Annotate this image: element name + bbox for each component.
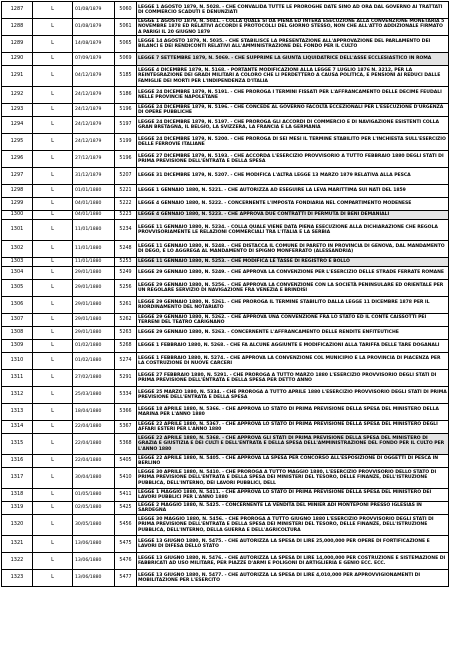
row-type: L	[33, 314, 73, 327]
row-type: L	[33, 455, 73, 468]
row-page: 5477	[115, 570, 137, 587]
row-number: 1290	[2, 53, 33, 66]
row-date: 18/04/1880	[73, 404, 115, 421]
row-number: 1303	[2, 258, 33, 267]
row-number: 1294	[2, 117, 33, 134]
row-page: 5256	[115, 280, 137, 297]
row-type: L	[33, 570, 73, 587]
row-number: 1311	[2, 370, 33, 387]
row-type: L	[33, 387, 73, 404]
table-row	[2, 353, 449, 370]
table-row	[2, 241, 449, 258]
row-date: 11/01/1880	[73, 258, 115, 267]
row-page: 5249	[115, 267, 137, 280]
table-row	[2, 421, 449, 434]
row-description: LEGGE 13 GIUGNO 1880, N. 5475. - CHE AUTORIZZA LA SPESA DI LIRE 25,000,000 PER OPERE DI FORTIFICAZIONE E LAVORI DI DIFESA DELLO STATO	[137, 536, 449, 553]
row-page: 5196	[115, 104, 137, 117]
row-number: 1295	[2, 134, 33, 151]
row-type: L	[33, 117, 73, 134]
row-type: L	[33, 53, 73, 66]
row-date: 13/06/1880	[73, 570, 115, 587]
row-type: L	[33, 198, 73, 211]
row-date: 22/04/1880	[73, 455, 115, 468]
row-description: LEGGE 27 DICEMBRE 1879, N. 5193. - CHE ACCORDA L'ESERCIZIO PROVVISORIO A TUTTO FEBBRAIO 1880 DEGLI STATI DI PRIMA PREVISIONE DELL'ENTRATA E DELLA SPESA	[137, 151, 449, 168]
row-page: 5060	[115, 2, 137, 19]
row-description: LEGGE 13 GIUGNO 1880, N. 5477. - CHE AUTORIZZA LA SPESA DI LIRE 4,010,000 PER APPROVVIGIONAMENTI DI MOBILITAZIONE PER L'ESERCITO	[137, 570, 449, 587]
row-description: LEGGE 1 FEBBRAIO 1880, N. 5268. - CHE FA ALCUNE AGGIUNTE E MODIFICAZIONI ALLA TARIFFA DELLE TARE DOGANALI	[137, 340, 449, 353]
laws-table-body	[2, 2, 449, 587]
row-page: 5223	[115, 211, 137, 220]
row-number: 1322	[2, 553, 33, 570]
row-description: LEGGE 22 APRILE 1880, N. 5367. - CHE APPROVA LO STATO DI PRIMA PREVISIONE DELLA SPESA DEL MINISTERO DEGLI AFFARI ESTERI PER L'ANNO 1880	[137, 421, 449, 434]
row-number: 1289	[2, 36, 33, 53]
row-type: L	[33, 515, 73, 536]
table-row	[2, 66, 449, 87]
row-date: 01/02/1880	[73, 340, 115, 353]
row-number: 1323	[2, 570, 33, 587]
row-page: 5186	[115, 87, 137, 104]
row-page: 5207	[115, 168, 137, 185]
row-type: L	[33, 421, 73, 434]
table-row	[2, 553, 449, 570]
row-description: LEGGE 1 FEBBRAIO 1880, N. 5274. - CHE APPROVA LA CONVENZIONE COL MUNICIPIO E LA PROVINCIA DI PIACENZA PER LA COSTRUZIONE DI NUOVE CARCERI	[137, 353, 449, 370]
row-type: L	[33, 468, 73, 489]
row-date: 04/01/1880	[73, 211, 115, 220]
row-page: 5411	[115, 489, 137, 502]
row-page: 5221	[115, 185, 137, 198]
row-date: 04/01/1880	[73, 198, 115, 211]
row-description: LEGGE 30 MAGGIO 1880, N. 5456. - CHE PROROGA A TUTTO GIUGNO 1880 L'ESERCIZIO PROVVISORIO DEGLI STATI DI PRIMA PREVISIONE DELL'ENTRATA E DELLA SPESA DEI MINISTERI DEL TESORO, DELLE FINANZE, DELL'ISTRUZIONE PUBBLICA, DELL'INTERNO, DELLA GUERRA E DELL'AGRICOLTURA	[137, 515, 449, 536]
row-date: 30/04/1880	[73, 468, 115, 489]
row-description: LEGGE 4 GENNAIO 1880, N. 5223. - CHE APPROVA DUE CONTRATTI DI PERMUTA DI BENI DEMANIALI	[137, 211, 449, 220]
row-date: 01/08/1879	[73, 2, 115, 19]
row-page: 5262	[115, 314, 137, 327]
row-page: 5425	[115, 502, 137, 515]
row-description: LEGGE 2 MAGGIO 1880, N. 5425. - CONCERNENTE LA VENDITA DEL MINIER ADI MONTEPONI PRESSO IGLESIAS IN SARDEGNA	[137, 502, 449, 515]
row-number: 1298	[2, 185, 33, 198]
row-number: 1318	[2, 489, 33, 502]
row-page: 5253	[115, 258, 137, 267]
row-number: 1309	[2, 340, 33, 353]
row-date: 01/02/1880	[73, 353, 115, 370]
row-page: 5248	[115, 241, 137, 258]
row-page: 5263	[115, 327, 137, 340]
row-type: L	[33, 87, 73, 104]
row-date: 13/06/1880	[73, 553, 115, 570]
row-type: L	[33, 241, 73, 258]
row-description: LEGGE 1 GENNAIO 1880, N. 5221. - CHE AUTORIZZA AD ESEGUIRE LA LEVA MARITTIMA SUI NATI DEL 1859	[137, 185, 449, 198]
row-page: 5274	[115, 353, 137, 370]
row-date: 14/08/1879	[73, 36, 115, 53]
row-description: LEGGE 30 APRILE 1880, N. 5410. - CHE PROROGA A TUTTO MAGGIO 1880, L'ESERCIZIO PROVVISORIO DELLO STATO DI PRIMA PREVISIONE DELL'ENTRATA E DELLA SPESA DEI MINISTERI DEL TESORO, DELLE FINANZE, DELL'ISTRUZIONE PUBBLICA, DELL'INTERNO, DEI LAVORI PUBBLICI, DELL	[137, 468, 449, 489]
row-description: LEGGE 11 GENNAIO 1880, N. 5253. - CHE MODIFICA LE TASSE DI REGISTRO E BOLLO	[137, 258, 449, 267]
row-number: 1310	[2, 353, 33, 370]
row-date: 24/12/1879	[73, 134, 115, 151]
table-row	[2, 387, 449, 404]
row-description: LEGGE 29 GENNAIO 1880, N. 5261. - CHE PROROGA IL TERMINE STABILITO DALLA LEGGE 11 DICEMBRE 1878 PER IL RIORDINAMENTO DEL NOTARIATO	[137, 297, 449, 314]
row-type: L	[33, 502, 73, 515]
row-description: LEGGE 4 DICEMBRE 1879, N. 5168. - PORTANTE MODIFICAZIONI ALLA LEGGE 7 LUGLIO 1876 N. 3212, PER LA REINTEGRAZIONE DEI GRADI MILITARI A COLORO CHE LI PERDETTERO A CAUSA POLITICA, E PENSIONI AI REDUCI DALLE FAMIGLIE DEI MORTI PER L'INDIPENDENZA D'ITALIA	[137, 66, 449, 87]
row-page: 5196	[115, 151, 137, 168]
row-number: 1304	[2, 267, 33, 280]
table-row	[2, 515, 449, 536]
row-date: 11/01/1880	[73, 241, 115, 258]
table-row	[2, 220, 449, 241]
row-date: 07/09/1879	[73, 53, 115, 66]
row-type: L	[33, 134, 73, 151]
row-type: L	[33, 434, 73, 455]
row-type: L	[33, 353, 73, 370]
row-type: L	[33, 267, 73, 280]
row-description: LEGGE 1 AGOSTO 1879, N. 5028. - CHE CONVALIDA TUTTE LE PROROGHE DATE SINO AD ORA DAL GOVERNO AI TRATTATI DI COMMERCIO SCADUTI E DENUNZIATI	[137, 2, 449, 19]
row-date: 22/04/1880	[73, 421, 115, 434]
row-description: LEGGE 11 GENNAIO 1880, N. 5248. - CHE DISTACCA IL COMUNE DI PARETO IN PROVINCIA DI GENOVA, DAL MANDAMENTO DI DEGO, E LO AGGREGA AL MANDAMENTO DI SPIGNO MONFERRATO (ALESSANDRIA)	[137, 241, 449, 258]
table-row	[2, 87, 449, 104]
row-number: 1300	[2, 211, 33, 220]
row-type: L	[33, 2, 73, 19]
row-date: 29/01/1880	[73, 267, 115, 280]
row-page: 5069	[115, 53, 137, 66]
row-description: LEGGE 18 APRILE 1880, N. 5366. - CHE APPROVA LO STATO DI PRIMA PREVISIONE DELLA SPESA DEL MINISTERO DELLA MARINA PER L'ANNO 1880	[137, 404, 449, 421]
row-number: 1299	[2, 198, 33, 211]
row-page: 5366	[115, 404, 137, 421]
row-page: 5367	[115, 421, 137, 434]
table-row	[2, 570, 449, 587]
row-number: 1296	[2, 151, 33, 168]
row-description: LEGGE 31 DICEMBRE 1879, N. 5207. - CHE MODIFICA L'ALTRA LEGGE 13 MARZO 1879 RELATIVA ALLA PESCA	[137, 168, 449, 185]
row-description: LEGGE 24 DICEMBRE 1879, N. 5197. - CHE PROROGA GLI ACCORDI DI COMMERCIO E DI NAVIGAZIONE ESISTENTI COLLA GRAN BRETAGNA, IL BELGIO, LA SVIZZERA, LA FRANCIA E LA GERMANIA	[137, 117, 449, 134]
table-row	[2, 104, 449, 117]
row-number: 1315	[2, 434, 33, 455]
row-date: 22/04/1880	[73, 434, 115, 455]
row-page: 5061	[115, 19, 137, 36]
table-row	[2, 168, 449, 185]
row-type: L	[33, 327, 73, 340]
row-description: LEGGE 1 MAGGIO 1880, N. 5411. - CHE APPROVA LO STATO DI PRIMA PREVISIONE DELLA SPESA DEL MINISTERO DEI LAVORI PUBBLICI PER L'ANNO 1880	[137, 489, 449, 502]
row-type: L	[33, 280, 73, 297]
table-row	[2, 404, 449, 421]
laws-table	[1, 1, 449, 587]
row-description: LEGGE 22 APRILE 1880, N. 5368. - CHE APPROVA GLI STATI DI PRIMA PREVISIONE DELLA SPESA DEL MINISTERO DI GRAZIA E GIUSTIZIA E DEI CULTI E DELL'ENTRATA E DELLA SPESA DELL'AMMINISTRAZIONE DEL FONDO PER IL CULTO PER L'ANNO 1880	[137, 434, 449, 455]
row-type: L	[33, 185, 73, 198]
row-number: 1312	[2, 387, 33, 404]
row-description: LEGGE 24 DICEMBRE 1879, N. 5191. - CHE PROROGA I TERMINI FISSATI PER L'AFFRANCAMENTO DELLE DECIME FEUDALI NELLE PROVINCIE NAPOLETANE	[137, 87, 449, 104]
row-type: L	[33, 489, 73, 502]
table-row	[2, 536, 449, 553]
row-date: 29/01/1880	[73, 280, 115, 297]
table-row	[2, 258, 449, 267]
row-type: L	[33, 340, 73, 353]
row-number: 1321	[2, 536, 33, 553]
row-description: LEGGE 1 AGOSTO 1879, N. 5041. - COLLA QUALE SI DÀ PIENA ED INTERA ESECUZIONE ALLA CONVENZIONE MONETARIA 5 NOVEMBRE 1878 ED RELATIVI ACCORDI E PROTOCOLLI DEL GIORNO STESSO, NON CHE ALL'ATTO ADDIZIONALE FIRMATO A PARIGI IL 20 GIUGNO 1879	[137, 19, 449, 36]
row-number: 1313	[2, 404, 33, 421]
row-date: 27/12/1879	[73, 151, 115, 168]
table-row	[2, 502, 449, 515]
table-row	[2, 53, 449, 66]
row-description: LEGGE 11 GENNAIO 1880, N. 5234. - COLLA QUALE VIENE DATA PIENA ESECUZIONE ALLA DICHIARAZIONE CHE REGOLA PROVVISORIAMENTE LE RELAZIONI COMMERCIALI TRA L'ITALIA E LA SERBIA	[137, 220, 449, 241]
table-row	[2, 455, 449, 468]
row-type: L	[33, 258, 73, 267]
row-page: 5405	[115, 455, 137, 468]
row-number: 1288	[2, 19, 33, 36]
row-page: 5410	[115, 468, 137, 489]
row-number: 1292	[2, 87, 33, 104]
row-date: 13/06/1880	[73, 536, 115, 553]
table-row	[2, 370, 449, 387]
table-row	[2, 198, 449, 211]
table-row	[2, 185, 449, 198]
row-number: 1302	[2, 241, 33, 258]
row-page: 5456	[115, 515, 137, 536]
row-number: 1306	[2, 297, 33, 314]
row-date: 02/05/1880	[73, 502, 115, 515]
table-row	[2, 489, 449, 502]
row-date: 29/01/1880	[73, 297, 115, 314]
row-number: 1293	[2, 104, 33, 117]
row-description: LEGGE 4 GENNAIO 1880, N. 5222. - CONCERNENTE L'IMPOSTA FONDIARIA NEL COMPARTIMENTO MODENESE	[137, 198, 449, 211]
row-type: L	[33, 370, 73, 387]
table-row	[2, 117, 449, 134]
row-number: 1320	[2, 515, 33, 536]
table-row	[2, 19, 449, 36]
row-date: 29/01/1880	[73, 327, 115, 340]
row-page: 5368	[115, 434, 137, 455]
row-number: 1316	[2, 455, 33, 468]
row-date: 25/03/1880	[73, 387, 115, 404]
row-description: LEGGE 29 GENNAIO 1880, N. 5249. - CHE APPROVA LA CONVENZIONE PER L'ESERCIZIO DELLE STRADE FERRATE ROMANE	[137, 267, 449, 280]
row-type: L	[33, 66, 73, 87]
table-row	[2, 211, 449, 220]
row-date: 24/12/1879	[73, 104, 115, 117]
row-page: 5475	[115, 536, 137, 553]
row-page: 5222	[115, 198, 137, 211]
row-description: LEGGE 24 DICEMBRE 1879, N. 5200. - CHE PROROGA DI SEI MESI IL TERMINE STABILITO PER L'INCHIESTA SULL'ESERCIZIO DELLE FERROVIE ITALIANE	[137, 134, 449, 151]
table-row	[2, 327, 449, 340]
row-type: L	[33, 553, 73, 570]
row-type: L	[33, 536, 73, 553]
row-description: LEGGE 29 GENNAIO 1880, N. 5263. - CONCERNENTE L'AFFRANCAMENTO DELLE RENDITE ENFITEUTICHE	[137, 327, 449, 340]
row-date: 24/12/1879	[73, 87, 115, 104]
row-number: 1307	[2, 314, 33, 327]
row-number: 1291	[2, 66, 33, 87]
row-number: 1319	[2, 502, 33, 515]
row-page: 5291	[115, 370, 137, 387]
row-number: 1314	[2, 421, 33, 434]
row-date: 29/01/1880	[73, 314, 115, 327]
table-row	[2, 36, 449, 53]
table-row	[2, 280, 449, 297]
table-row	[2, 340, 449, 353]
row-type: L	[33, 211, 73, 220]
row-date: 01/01/1880	[73, 185, 115, 198]
row-description: LEGGE 14 AGOSTO 1879, N. 5035. - CHE STABILISCE LA PRESENTAZIONE ALL'APPROVAZIONE DEL PARLAMENTO DEI BILANCI E DEI RENDICONTI RELATIVI ALL'AMMINISTRAZIONE DEL FONDO PER IL CULTO	[137, 36, 449, 53]
row-page: 5261	[115, 297, 137, 314]
table-row	[2, 151, 449, 168]
table-row	[2, 297, 449, 314]
row-page: 5199	[115, 134, 137, 151]
row-description: LEGGE 13 GIUGNO 1880, N. 5476. - CHE AUTORIZZA LA SPESA DI LIRE 14,000,000 PER COSTRUZIONE E SISTEMAZIONE DI FABBRICATI AD USO MILITARE, PER PIAZZE D'ARMI E POLIGONI DI ARTIGLIERIA E GENIO ECC. ECC.	[137, 553, 449, 570]
row-description: LEGGE 22 APRILE 1880, N. 5405. - CHE APPROVA LA SPESA PER CONCORSO ALL'ESPOSIZIONE DI OGGETTI DI PESCA IN BERLINO	[137, 455, 449, 468]
row-date: 30/05/1880	[73, 515, 115, 536]
row-description: LEGGE 27 FEBBRAIO 1880, N. 5291. - CHE PROROGA A TUTTO MARZO 1880 L'ESERCIZIO PROVVISORIO DEGLI STATI DI PRIMA PREVISIONE DELL'ENTRATA E DELLA SPESA PER DETTO ANNO	[137, 370, 449, 387]
row-description: LEGGE 29 GENNAIO 1880, N. 5262. - CHE APPROVA UNA CONVENZIONE FRA LO STATO ED IL CONTE CAISSOTTI PEI TERRENI DEL TEATRO CARIGNANO	[137, 314, 449, 327]
row-type: L	[33, 151, 73, 168]
row-description: LEGGE 29 GENNAIO 1880, N. 5256. - CHE APPROVA LA CONVENZIONE CON LA SOCIETÀ PENINSULARE ED ORIENTALE PER UN REGOLARE SERVIZIO DI NAVIGAZIONE FRA VENEZIA E BRINDISI	[137, 280, 449, 297]
row-date: 11/01/1880	[73, 220, 115, 241]
row-number: 1297	[2, 168, 33, 185]
row-description: LEGGE 25 MARZO 1880, N. 5334. - CHE PROROGA A TUTTO APRILE 1880 L'ESERCIZIO PROVVISORIO DEGLI STATI DI PRIMA PREVISIONE DELL'ENTRATA E DELLA SPESA	[137, 387, 449, 404]
row-type: L	[33, 404, 73, 421]
row-date: 01/08/1879	[73, 19, 115, 36]
row-description: LEGGE 24 DICEMBRE 1879, N. 5196. - CHE CONCEDE AL GOVERNO FACOLTÀ ECCEZIONALI PER L'ESECUZIONE D'URGENZA DI OPERE PUBBLICHE	[137, 104, 449, 117]
row-date: 27/02/1880	[73, 370, 115, 387]
row-page: 5197	[115, 117, 137, 134]
row-date: 31/12/1879	[73, 168, 115, 185]
table-row	[2, 267, 449, 280]
row-number: 1317	[2, 468, 33, 489]
row-type: L	[33, 19, 73, 36]
row-number: 1301	[2, 220, 33, 241]
row-page: 5185	[115, 66, 137, 87]
row-page: 5334	[115, 387, 137, 404]
row-type: L	[33, 297, 73, 314]
row-number: 1305	[2, 280, 33, 297]
table-row	[2, 434, 449, 455]
row-type: L	[33, 104, 73, 117]
row-type: L	[33, 36, 73, 53]
row-date: 04/12/1879	[73, 66, 115, 87]
row-page: 5268	[115, 340, 137, 353]
row-type: L	[33, 168, 73, 185]
row-page: 5476	[115, 553, 137, 570]
row-page: 5234	[115, 220, 137, 241]
row-date: 24/12/1879	[73, 117, 115, 134]
table-row	[2, 2, 449, 19]
row-type: L	[33, 220, 73, 241]
row-date: 01/05/1880	[73, 489, 115, 502]
row-page: 5065	[115, 36, 137, 53]
table-row	[2, 134, 449, 151]
table-row	[2, 468, 449, 489]
row-number: 1308	[2, 327, 33, 340]
row-description: LEGGE 7 SETTEMBRE 1879, N. 5069. - CHE SUPPRIME LA GIUNTA LIQUIDATRICE DELL'ASSE ECCLESIASTICO IN ROMA	[137, 53, 449, 66]
table-row	[2, 314, 449, 327]
row-number: 1287	[2, 2, 33, 19]
